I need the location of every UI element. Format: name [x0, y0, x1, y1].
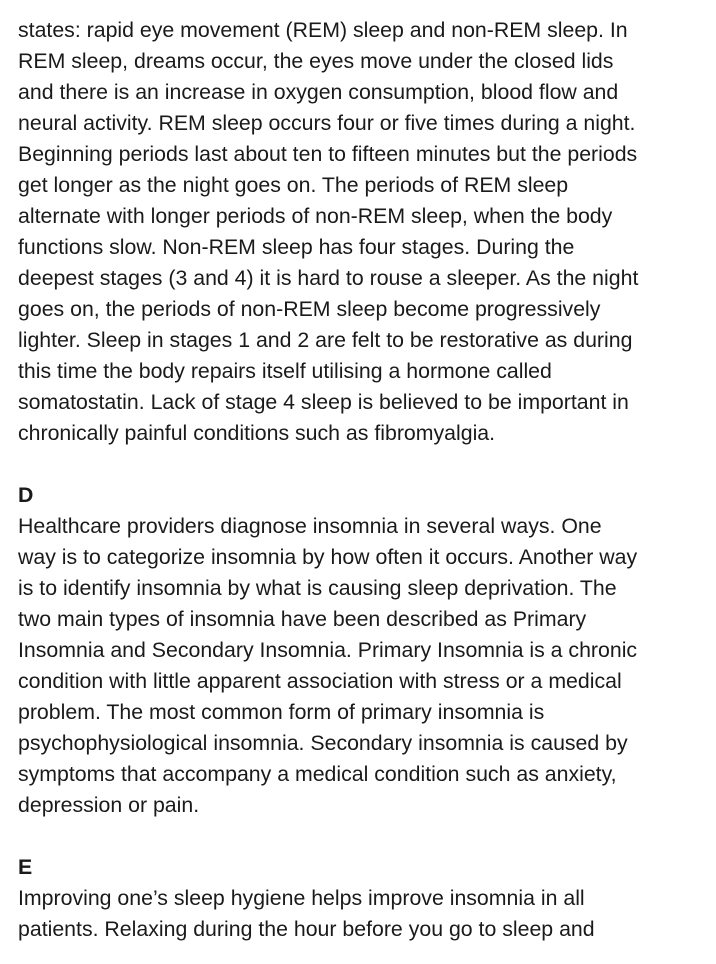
text-line: patients. Relaxing during the hour before you go to sleep and: [18, 917, 595, 941]
text-line: functions slow. Non-REM sleep has four stages. During the: [18, 235, 575, 259]
text-line: alternate with longer periods of non-REM sleep, when the body: [18, 204, 613, 228]
section-heading-d: D: [18, 483, 34, 507]
text-line: goes on, the periods of non-REM sleep become progressively: [18, 297, 601, 321]
section-e: [18, 852, 712, 945]
text-line: deepest stages (3 and 4) it is hard to rouse a sleeper. As the night: [18, 266, 639, 290]
text-line: two main types of insomnia have been described as Primary: [18, 607, 587, 631]
text-line: is to identify insomnia by what is causing sleep deprivation. The: [18, 576, 617, 600]
text-line: states: rapid eye movement (REM) sleep and non-REM sleep. In: [18, 18, 628, 42]
section-d: [18, 480, 712, 821]
text-line: way is to categorize insomnia by how often it occurs. Another way: [18, 545, 638, 569]
text-line: somatostatin. Lack of stage 4 sleep is believed to be important in: [18, 390, 629, 414]
text-line: REM sleep, dreams occur, the eyes move under the closed lids: [18, 49, 614, 73]
text-line: Insomnia and Secondary Insomnia. Primary Insomnia is a chronic: [18, 638, 638, 662]
text-line: Improving one’s sleep hygiene helps improve insomnia in all: [18, 886, 585, 910]
text-line: condition with little apparent association with stress or a medical: [18, 669, 622, 693]
text-line: symptoms that accompany a medical condition such as anxiety,: [18, 762, 617, 786]
text-line: get longer as the night goes on. The periods of REM sleep: [18, 173, 569, 197]
text-line: Beginning periods last about ten to fifteen minutes but the periods: [18, 142, 638, 166]
text-line: neural activity. REM sleep occurs four or five times during a night.: [18, 111, 636, 135]
text-line: psychophysiological insomnia. Secondary insomnia is caused by: [18, 731, 628, 755]
text-line: and there is an increase in oxygen consumption, blood flow and: [18, 80, 619, 104]
text-line: this time the body repairs itself utilising a hormone called: [18, 359, 552, 383]
text-line: depression or pain.: [18, 793, 200, 817]
text-line: chronically painful conditions such as fibromyalgia.: [18, 421, 496, 445]
text-line: problem. The most common form of primary insomnia is: [18, 700, 545, 724]
text-line: lighter. Sleep in stages 1 and 2 are felt to be restorative as during: [18, 328, 633, 352]
section-c-continuation: [18, 15, 712, 449]
text-line: Healthcare providers diagnose insomnia in several ways. One: [18, 514, 602, 538]
section-heading-e: E: [18, 855, 33, 879]
